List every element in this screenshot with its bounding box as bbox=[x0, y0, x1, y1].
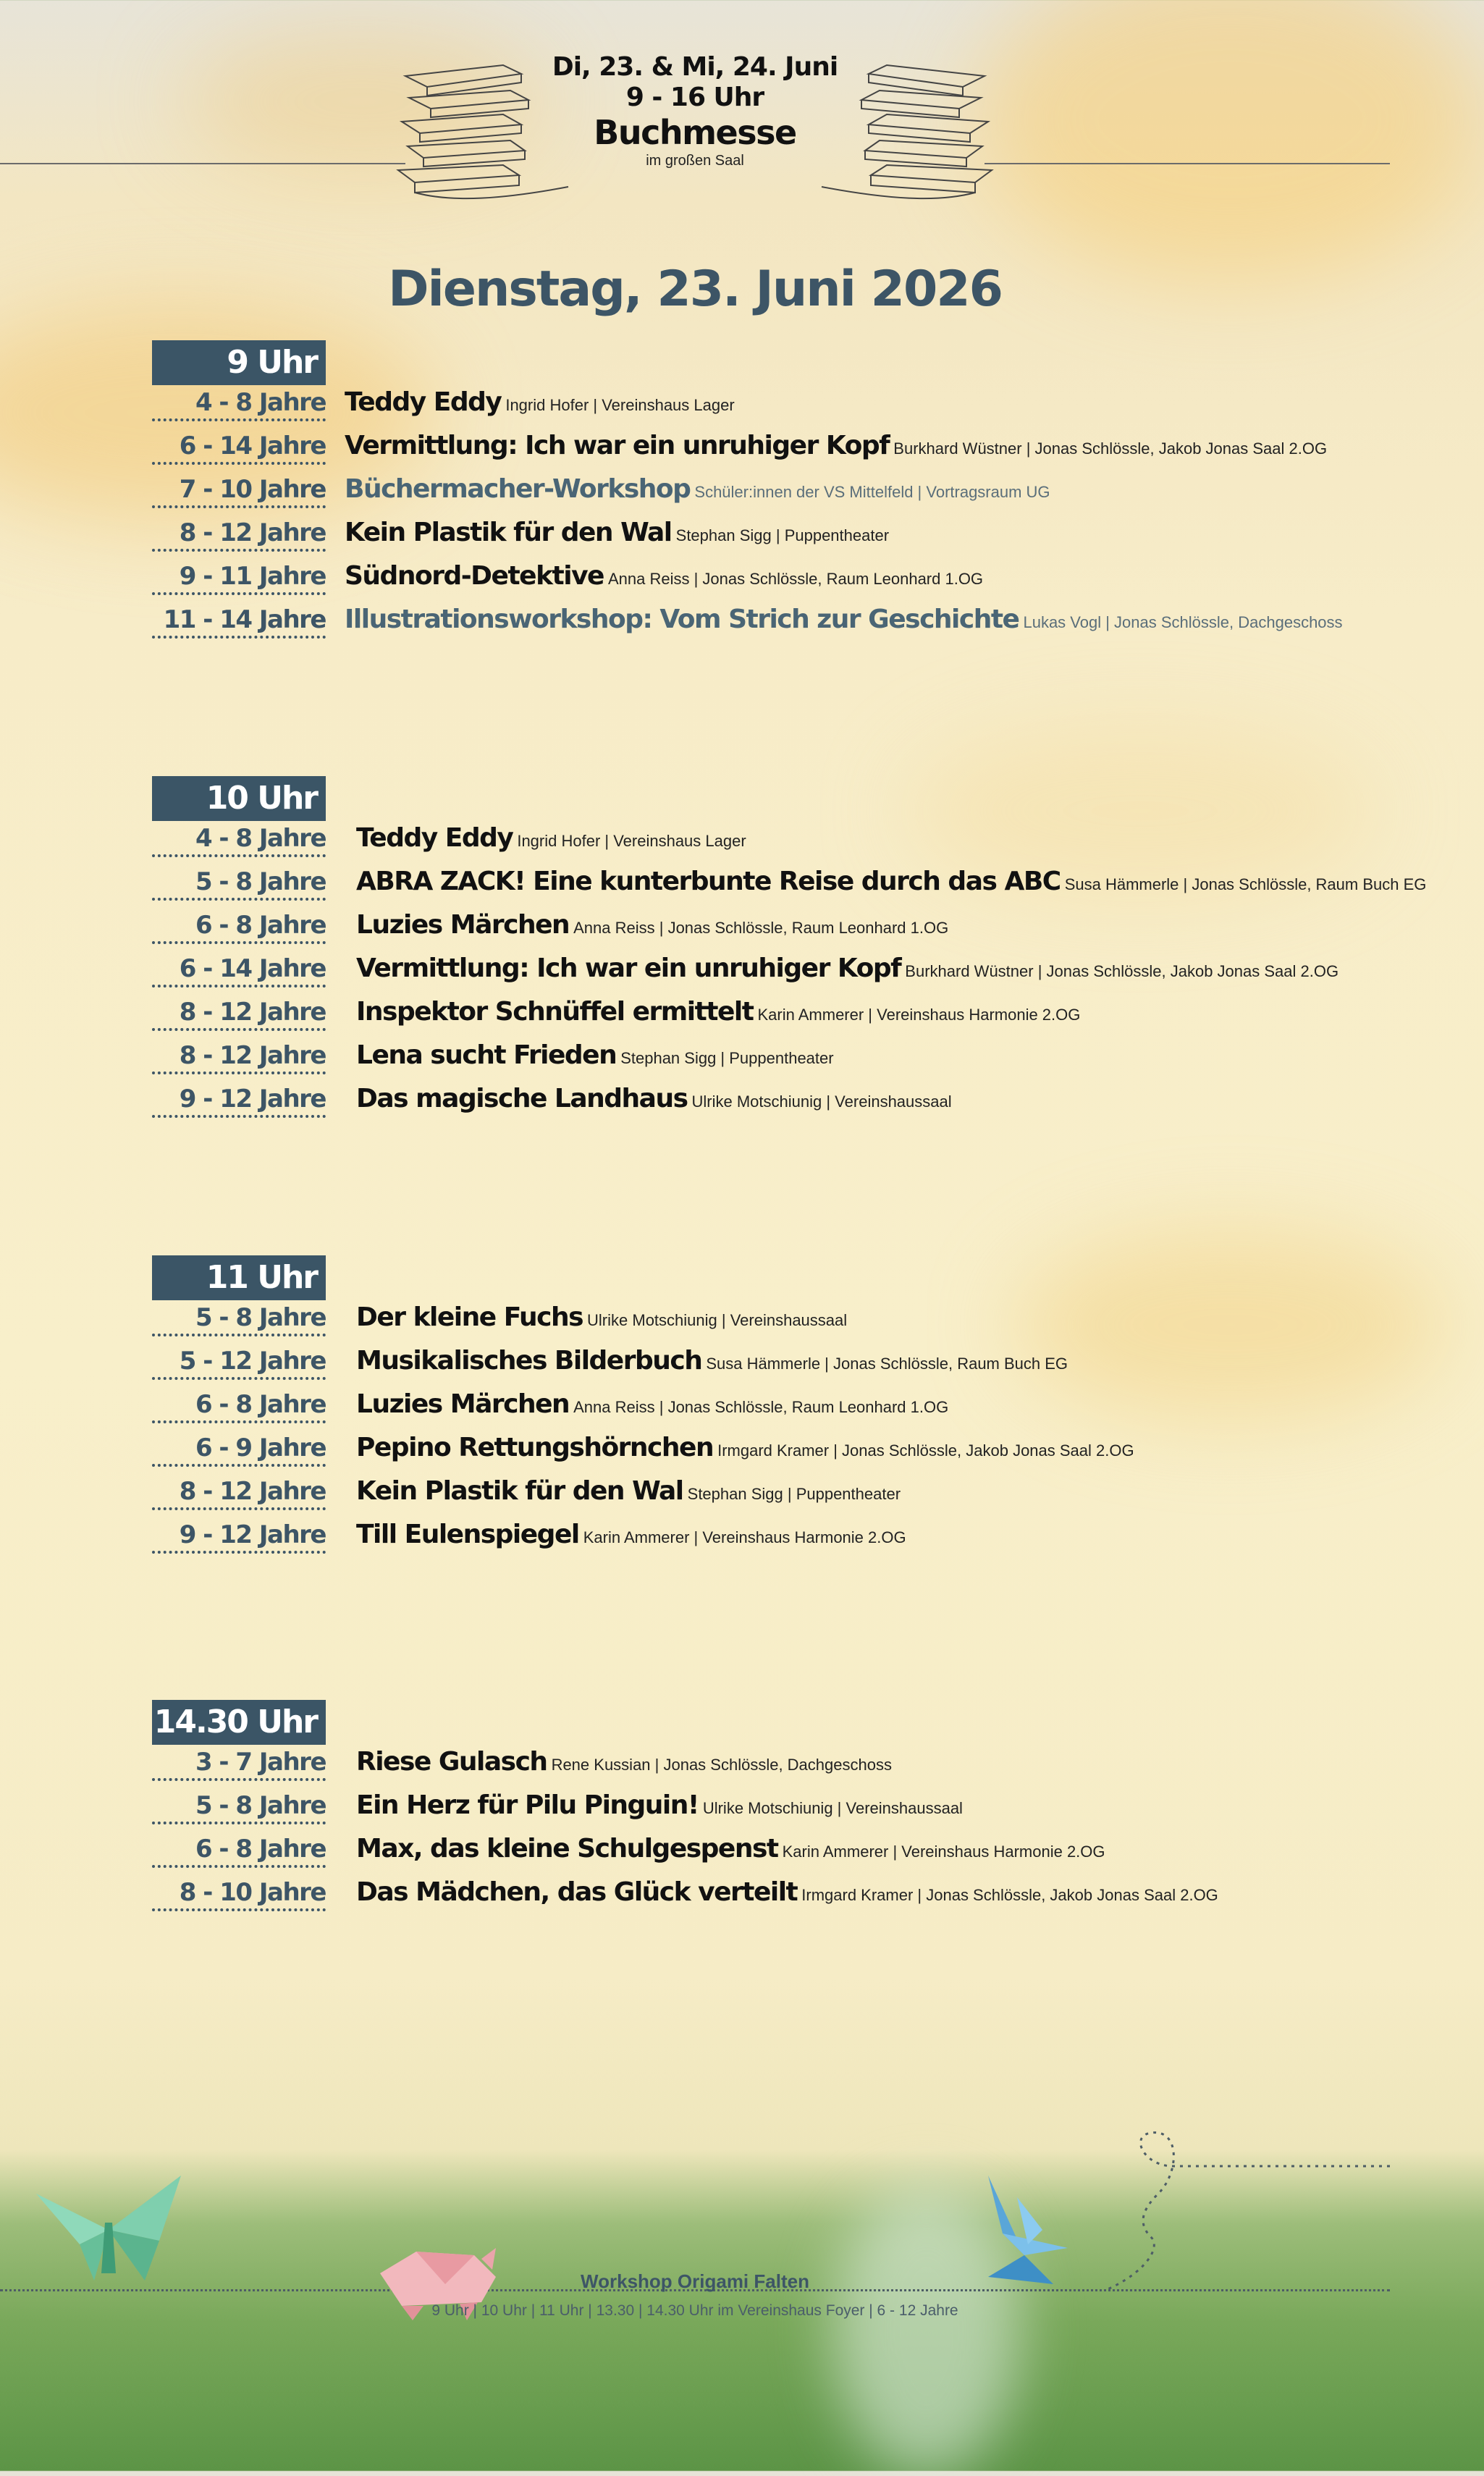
event-info: Lukas Vogl | Jonas Schlössle, Dachgeschoss bbox=[1023, 613, 1343, 631]
event-info: Karin Ammerer | Vereinshaus Harmonie 2.OG bbox=[583, 1528, 906, 1546]
list-item bbox=[152, 1832, 1105, 1875]
age-range: 11 - 14 Jahre bbox=[152, 602, 326, 639]
list-item bbox=[152, 1300, 848, 1344]
fair-location: im großen Saal bbox=[646, 153, 744, 169]
age-range: 9 - 12 Jahre bbox=[152, 1082, 326, 1118]
time-block-10 bbox=[152, 776, 1427, 1125]
event-info: Stephan Sigg | Puppentheater bbox=[675, 526, 890, 544]
list-item bbox=[152, 559, 984, 602]
event-title: Illustrationsworkshop: Vom Strich zur Geschichte bbox=[345, 605, 1019, 634]
event-info: Stephan Sigg | Puppentheater bbox=[620, 1049, 834, 1067]
list-item bbox=[152, 908, 949, 951]
event-title: Teddy Eddy bbox=[345, 387, 502, 417]
event-info: Ingrid Hofer | Vereinshaus Lager bbox=[505, 396, 735, 414]
event-info: Irmgard Kramer | Jonas Schlössle, Jakob Jonas Saal 2.OG bbox=[801, 1886, 1218, 1904]
workshop-details: 9 Uhr | 10 Uhr | 11 Uhr | 13.30 | 14.30 Uhr im Vereinshaus Foyer | 6 - 12 Jahre bbox=[431, 2302, 958, 2319]
event-info: Anna Reiss | Jonas Schlössle, Raum Leonhard 1.OG bbox=[607, 570, 984, 588]
list-item bbox=[152, 821, 746, 864]
age-range: 4 - 8 Jahre bbox=[152, 385, 326, 421]
fair-time: 9 - 16 Uhr bbox=[625, 83, 764, 112]
fair-title: Buchmesse bbox=[594, 113, 796, 152]
background-cloud bbox=[977, 0, 1484, 282]
event-info: Ingrid Hofer | Vereinshaus Lager bbox=[517, 832, 746, 850]
list-item bbox=[152, 1875, 1218, 1919]
list-item bbox=[152, 951, 1339, 995]
age-range: 9 - 11 Jahre bbox=[152, 559, 326, 595]
event-info: Burkhard Wüstner | Jonas Schlössle, Jakob Jonas Saal 2.OG bbox=[905, 962, 1339, 980]
workshop-title: Workshop Origami Falten bbox=[581, 2270, 809, 2292]
event-title: Büchermacher-Workshop bbox=[345, 474, 691, 504]
event-title: Max, das kleine Schulgespenst bbox=[356, 1834, 778, 1864]
time-block-9 bbox=[152, 340, 1343, 646]
age-range: 5 - 12 Jahre bbox=[152, 1344, 326, 1380]
list-item bbox=[152, 515, 890, 559]
age-range: 8 - 12 Jahre bbox=[152, 1474, 326, 1510]
list-item bbox=[152, 429, 1328, 472]
event-title: Das Mädchen, das Glück verteilt bbox=[356, 1877, 798, 1907]
time-block-11 bbox=[152, 1255, 1134, 1561]
day-title: Dienstag, 23. Juni 2026 bbox=[388, 261, 1002, 318]
age-range: 8 - 12 Jahre bbox=[152, 515, 326, 552]
fair-header bbox=[507, 52, 883, 169]
event-info: Susa Hämmerle | Jonas Schlössle, Raum Buch EG bbox=[1064, 875, 1427, 893]
list-item bbox=[152, 1038, 834, 1082]
list-item bbox=[152, 1474, 901, 1517]
list-item bbox=[152, 385, 735, 429]
event-title: Kein Plastik für den Wal bbox=[356, 1476, 683, 1506]
event-title: Inspektor Schnüffel ermittelt bbox=[356, 997, 754, 1027]
event-info: Rene Kussian | Jonas Schlössle, Dachgeschoss bbox=[551, 1756, 892, 1774]
time-block-1430 bbox=[152, 1700, 1218, 1919]
event-info: Karin Ammerer | Vereinshaus Harmonie 2.OG bbox=[757, 1006, 1081, 1024]
list-item bbox=[152, 1387, 949, 1431]
event-info: Ulrike Motschiunig | Vereinshaussaal bbox=[702, 1799, 963, 1817]
event-title: Musikalisches Bilderbuch bbox=[356, 1346, 702, 1376]
list-item bbox=[152, 995, 1081, 1038]
event-title: Luzies Märchen bbox=[356, 910, 570, 940]
header-rule-right bbox=[985, 163, 1390, 164]
list-item bbox=[152, 1082, 952, 1125]
age-range: 6 - 14 Jahre bbox=[152, 429, 326, 465]
event-info: Schüler:innen der VS Mittelfeld | Vortragsraum UG bbox=[694, 483, 1050, 501]
age-range: 5 - 8 Jahre bbox=[152, 864, 326, 901]
age-range: 8 - 12 Jahre bbox=[152, 995, 326, 1031]
event-title: Vermittlung: Ich war ein unruhiger Kopf bbox=[356, 953, 901, 983]
event-title: Till Eulenspiegel bbox=[356, 1520, 579, 1549]
event-title: Das magische Landhaus bbox=[356, 1084, 688, 1113]
list-item bbox=[152, 1745, 892, 1788]
event-info: Stephan Sigg | Puppentheater bbox=[687, 1485, 901, 1503]
time-badge: 14.30 Uhr bbox=[152, 1700, 326, 1745]
list-item bbox=[152, 1517, 906, 1561]
event-title: Vermittlung: Ich war ein unruhiger Kopf bbox=[345, 431, 890, 460]
event-info: Ulrike Motschiunig | Vereinshaussaal bbox=[691, 1092, 952, 1111]
age-range: 6 - 8 Jahre bbox=[152, 908, 326, 944]
age-range: 6 - 14 Jahre bbox=[152, 951, 326, 988]
list-item bbox=[152, 1344, 1068, 1387]
event-title: Teddy Eddy bbox=[356, 823, 513, 853]
fair-dates: Di, 23. & Mi, 24. Juni bbox=[552, 52, 838, 82]
age-range: 6 - 8 Jahre bbox=[152, 1387, 326, 1423]
age-range: 7 - 10 Jahre bbox=[152, 472, 326, 508]
list-item bbox=[152, 1431, 1134, 1474]
age-range: 5 - 8 Jahre bbox=[152, 1300, 326, 1336]
event-title: ABRA ZACK! Eine kunterbunte Reise durch das ABC bbox=[356, 867, 1061, 896]
event-info: Anna Reiss | Jonas Schlössle, Raum Leonhard 1.OG bbox=[573, 1398, 949, 1416]
time-badge: 9 Uhr bbox=[152, 340, 326, 385]
event-title: Der kleine Fuchs bbox=[356, 1302, 583, 1332]
event-info: Anna Reiss | Jonas Schlössle, Raum Leonhard 1.OG bbox=[573, 919, 949, 937]
background-cloud bbox=[1013, 1231, 1448, 1419]
age-range: 8 - 10 Jahre bbox=[152, 1875, 326, 1911]
header-rule-left bbox=[0, 163, 405, 164]
event-info: Burkhard Wüstner | Jonas Schlössle, Jakob Jonas Saal 2.OG bbox=[893, 439, 1328, 458]
age-range: 9 - 12 Jahre bbox=[152, 1517, 326, 1554]
age-range: 6 - 8 Jahre bbox=[152, 1832, 326, 1868]
age-range: 3 - 7 Jahre bbox=[152, 1745, 326, 1781]
age-range: 8 - 12 Jahre bbox=[152, 1038, 326, 1074]
time-badge: 10 Uhr bbox=[152, 776, 326, 821]
event-title: Riese Gulasch bbox=[356, 1747, 547, 1777]
event-info: Ulrike Motschiunig | Vereinshaussaal bbox=[587, 1311, 848, 1329]
event-info: Irmgard Kramer | Jonas Schlössle, Jakob Jonas Saal 2.OG bbox=[717, 1441, 1134, 1460]
event-title: Kein Plastik für den Wal bbox=[345, 518, 672, 547]
event-title: Lena sucht Frieden bbox=[356, 1040, 617, 1070]
time-badge: 11 Uhr bbox=[152, 1255, 326, 1300]
age-range: 5 - 8 Jahre bbox=[152, 1788, 326, 1824]
list-item bbox=[152, 864, 1427, 908]
event-title: Pepino Rettungshörnchen bbox=[356, 1433, 714, 1462]
event-title: Ein Herz für Pilu Pinguin! bbox=[356, 1790, 699, 1820]
list-item bbox=[152, 1788, 963, 1832]
event-title: Südnord-Detektive bbox=[345, 561, 604, 591]
event-info: Karin Ammerer | Vereinshaus Harmonie 2.OG bbox=[782, 1843, 1105, 1861]
list-item bbox=[152, 472, 1050, 515]
age-range: 6 - 9 Jahre bbox=[152, 1431, 326, 1467]
event-title: Luzies Märchen bbox=[356, 1389, 570, 1419]
list-item bbox=[152, 602, 1343, 646]
age-range: 4 - 8 Jahre bbox=[152, 821, 326, 857]
event-info: Susa Hämmerle | Jonas Schlössle, Raum Buch EG bbox=[706, 1355, 1068, 1373]
